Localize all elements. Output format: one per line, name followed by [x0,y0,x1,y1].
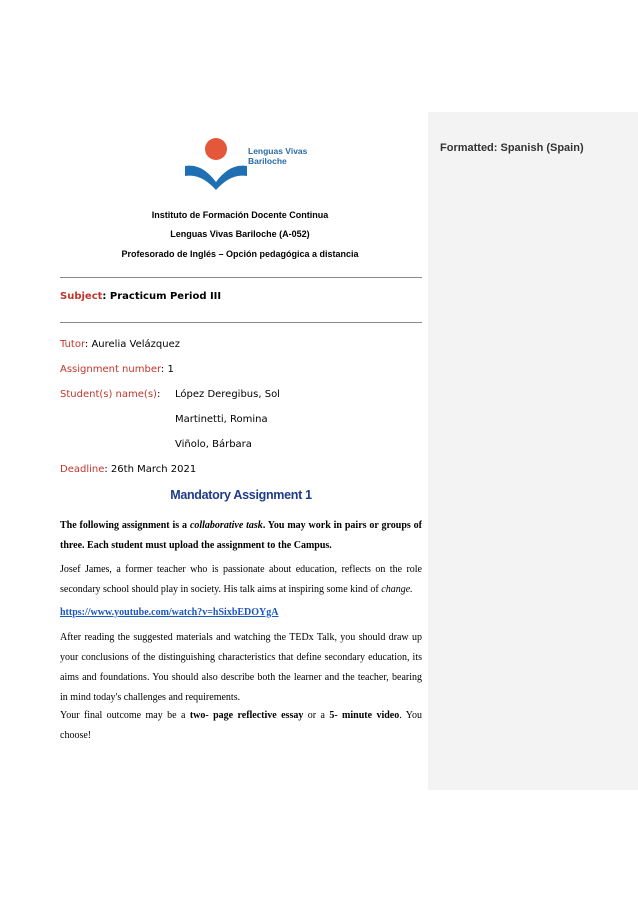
institution-name: Instituto de Formación Docente Continua [151,210,329,220]
logo-wordmark: Lenguas Vivas Bariloche [248,146,308,166]
assignment-number-value: : 1 [160,364,174,375]
outcome-paragraph: Your final outcome may be a two- page reflective essay or a 5- minute video. You choose! [60,710,422,741]
student-name: Viñolo, Bárbara [175,439,252,450]
subject-label: Subject [60,291,103,302]
comments-pane [428,112,638,790]
tutor-value: : Aurelia Velázquez [84,339,180,350]
task-paragraph: After reading the suggested materials and watching the TEDx Talk, you should draw up your conclusions of the distinguishing characteristics that define secondary education, its aims and foundations. You should also describe both the learner and the teacher, bearing in mind today's challenges and requirements. [60,632,422,703]
logo-book-icon [185,166,247,190]
deadline-label: Deadline [60,464,105,475]
subject-field [60,291,221,302]
assignment-number-field [60,364,174,375]
video-link-paragraph [60,603,422,623]
deadline-field [60,464,196,475]
subject-value: : Practicum Period III [102,291,222,302]
student-name: López Deregibus, Sol [175,389,280,400]
students-field [60,389,160,400]
instructions-paragraph: The following assignment is a collaborative task. You may work in pairs or groups of three. Each student must upload the assignment to the Campus. [60,520,423,551]
deadline-value: : 26th March 2021 [104,464,197,475]
comment-formatted-label: Formatted: Spanish (Spain) [440,142,584,154]
logo-sun-icon [205,138,227,160]
context-paragraph: Josef James, a former teacher who is passionate about education, reflects on the role secondary school should play in society. His talk aims at inspiring some kind of change. [60,564,422,595]
institution-program: Profesorado de Inglés – Opción pedagógica a distancia [121,249,359,259]
assignment-heading: Mandatory Assignment 1 [170,488,312,502]
divider-bottom [60,322,422,323]
student-name: Martinetti, Romina [175,414,268,425]
students-label: Student(s) name(s) [60,389,157,400]
tutor-field [60,339,180,350]
students-colon: : [156,389,161,400]
institution-school: Lenguas Vivas Bariloche (A-052) [170,229,310,239]
assignment-number-label: Assignment number [60,364,161,375]
youtube-link[interactable]: https://www.youtube.com/watch?v=hSixbEDOYgA [60,607,279,618]
tutor-label: Tutor [60,339,85,350]
divider-top [60,277,422,278]
